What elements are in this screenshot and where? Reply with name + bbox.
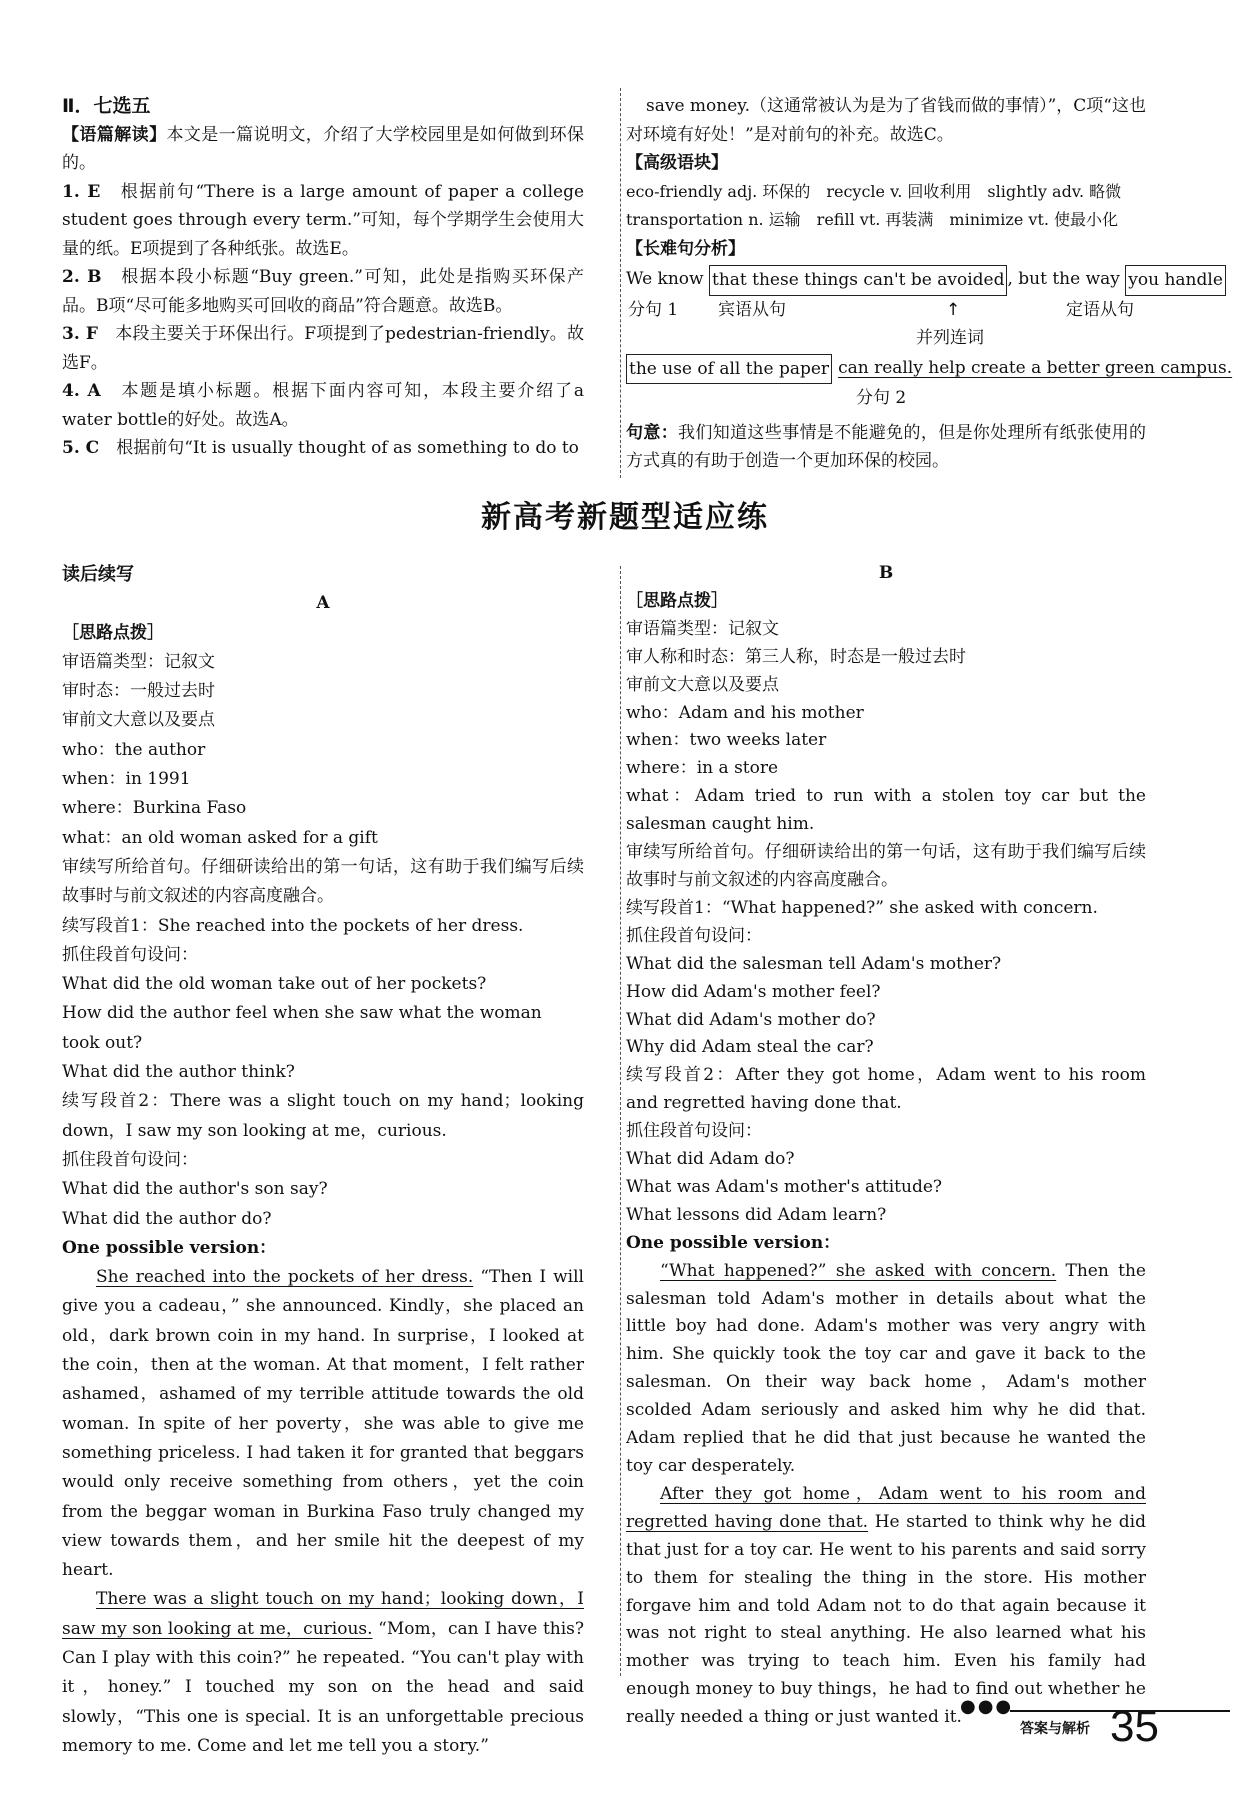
section-heading: Ⅱ．七选五 xyxy=(62,95,151,117)
vocab-line: eco-friendly adj. 环保的 recycle v. 回收利用 slightly adv. 略微 xyxy=(626,181,1122,201)
answer-num: 1. E xyxy=(62,181,101,202)
version-label: One possible version： xyxy=(62,1237,277,1258)
conjunction-label: 并列连词 xyxy=(916,327,984,348)
answer-text: 本段主要关于环保出行。F项提到了pedestrian-friendly。故选F。 xyxy=(62,324,584,373)
tip-line: where：in a store xyxy=(626,758,779,779)
vocab-line: transportation n. 运输 refill vt. 再装满 minimize vt. 使最小化 xyxy=(626,210,1119,229)
top-right-column xyxy=(626,92,1233,476)
tip-line: What did Adam do? xyxy=(626,1149,795,1170)
tips-tag: ［思路点拨］ xyxy=(626,590,728,611)
footer-dots: ●●● xyxy=(960,1696,1014,1717)
subject-box: the use of all the paper xyxy=(626,354,832,385)
tip-line: 抓住段首句设问： xyxy=(62,944,198,965)
answer-item xyxy=(62,320,584,377)
tip-line: who：Adam and his mother xyxy=(626,702,864,723)
given-first-sentence: There was a slight touch on my hand；looking down，I saw my son looking at me，curious. xyxy=(62,1589,584,1639)
page-footer xyxy=(960,1696,1230,1760)
answer-item xyxy=(62,377,584,434)
section-banner: 新高考新题型适应练 xyxy=(481,500,769,535)
sentence-annotations-conj xyxy=(626,324,1146,352)
answer-item xyxy=(62,263,584,320)
answer-item xyxy=(62,178,584,264)
tip-line: what：Adam tried to run with a stolen toy car but the salesman caught him. xyxy=(626,786,1146,835)
meaning-text: 我们知道这些事情是不能避免的，但是你处理所有纸张使用的方式真的有助于创造一个更加环保的校园。 xyxy=(626,422,1147,471)
tip-line: What was Adam's mother's attitude? xyxy=(626,1176,943,1197)
tip-line: What did the author think? xyxy=(62,1062,295,1083)
part-label: A xyxy=(316,593,330,614)
answer-num: 5. C xyxy=(62,438,100,458)
clause-conj: , but the way xyxy=(1007,269,1120,289)
given-first-sentence: She reached into the pockets of her dress. xyxy=(96,1267,474,1288)
tip-line: What did the author's son say? xyxy=(62,1179,328,1200)
column-divider xyxy=(620,566,621,1676)
clause-predicate: can really help create a better green campus. xyxy=(838,357,1233,378)
tip-line: 审人称和时态：第三人称，时态是一般过去时 xyxy=(626,646,966,667)
answer-text: 根据前句“There is a large amount of paper a college student goes through every term.”可知，每个学期学生会使用大量的纸。E项提到了各种纸张。故选E。 xyxy=(62,181,585,259)
tip-line: 续写段首2：There was a slight touch on my hand；looking down，I saw my son looking at me，curious. xyxy=(62,1091,584,1141)
paragraph-text: Then the salesman told Adam's mother in details about what the little boy had done. Adam's mother was very angry with him. She quickly took the toy car and gave it back to the salesman. On their way back home，Adam's mother scolded Adam seriously and asked him why he did that. Adam replied that he did that just because he wanted the toy car desperately. xyxy=(626,1260,1146,1476)
tip-line: where：Burkina Faso xyxy=(62,798,247,819)
paragraph-text: “Mom，can I have this? Can I play with this coin?” he repeated. “You can't play with it，honey.” I touched my son on the head and said slowly，“This one is special. It is an unforgettable precious memory to me. Come and let me tell you a story.” xyxy=(62,1618,585,1756)
clause-main: We know xyxy=(626,269,704,289)
top-left-column xyxy=(62,92,584,463)
attributive-clause-box: you handle xyxy=(1125,265,1226,296)
object-clause-label: 宾语从句 xyxy=(718,299,786,320)
given-first-sentence: “What happened?” she asked with concern. xyxy=(660,1260,1057,1281)
tip-line: 续写段首2：After they got home，Adam went to his room and regretted having done that. xyxy=(626,1065,1146,1114)
attributive-clause-label: 定语从句 xyxy=(1066,299,1134,320)
arrow-icon: ↑ xyxy=(946,299,961,320)
answer-num: 3. F xyxy=(62,324,98,344)
meaning-paragraph xyxy=(626,419,1146,476)
tip-line: 审语篇类型：记叙文 xyxy=(62,651,215,672)
tip-line: when：two weeks later xyxy=(626,730,827,751)
footer-label: 答案与解析 xyxy=(1020,1721,1090,1737)
answer-num: 2. B xyxy=(62,267,102,287)
column-divider xyxy=(620,88,621,478)
reading-paragraph xyxy=(62,121,584,178)
sentence-line-2 xyxy=(626,354,1233,385)
right-column xyxy=(626,560,1146,1732)
tip-line: 抓住段首句设问： xyxy=(62,1149,198,1170)
tip-line: 审前文大意以及要点 xyxy=(62,710,215,731)
tip-line: Why did Adam steal the car? xyxy=(626,1037,874,1058)
tip-line: What lessons did Adam learn? xyxy=(626,1204,887,1225)
tips-list xyxy=(626,616,1146,1230)
tip-line: 续写段首1：She reached into the pockets of her dress. xyxy=(62,915,524,936)
tip-line: who：the author xyxy=(62,739,206,760)
section-title: 读后续写 xyxy=(62,564,134,585)
version-paragraph xyxy=(62,1263,584,1585)
answer-text: 本题是填小标题。根据下面内容可知，本段主要介绍了a water bottle的好处。故选A。 xyxy=(62,381,585,430)
continued-text: save money.（这通常被认为是为了省钱而做的事情）”，C项“这也对环境有好处！”是对前句的补充。故选C。 xyxy=(626,96,1146,145)
tip-line: what：an old woman asked for a gift xyxy=(62,827,378,848)
tip-line: 抓住段首句设问： xyxy=(626,925,762,946)
answer-text: 根据前句“It is usually thought of as something to do to xyxy=(116,438,579,458)
clause-2-label: 分句 2 xyxy=(856,388,907,408)
reading-text: 本文是一篇说明文，介绍了大学校园里是如何做到环保的。 xyxy=(62,124,585,173)
paragraph-text: He started to think why he did that just for a toy car. He went to his parents and said sorry to them for stealing the thing in the store. His mother forgave him and told Adam not to do that again because it was not right to steal anything. He also learned what his mother was trying to teach him. Even his family had enough money to buy things，he had to find out whether he really needed a thing or just wanted it. xyxy=(626,1511,1147,1728)
left-column xyxy=(62,560,584,1761)
tip-line: 审前文大意以及要点 xyxy=(626,674,779,695)
tip-line: What did the author do? xyxy=(62,1208,272,1229)
answer-item xyxy=(62,434,584,463)
sentence-analysis-tag: 【长难句分析】 xyxy=(626,238,745,259)
answer-num: 4. A xyxy=(62,381,101,401)
meaning-tag: 句意： xyxy=(626,422,679,443)
sentence-line-1 xyxy=(626,265,1223,296)
version-paragraph xyxy=(626,1258,1146,1481)
tip-line: 审时态：一般过去时 xyxy=(62,681,215,702)
tip-line: 审语篇类型：记叙文 xyxy=(626,618,779,639)
tip-line: 抓住段首句设问： xyxy=(626,1121,762,1142)
tip-line: What did the old woman take out of her pockets? xyxy=(62,974,487,995)
version-paragraph xyxy=(62,1585,584,1761)
paragraph-text: “Then I will give you a cadeau，” she announced. Kindly，she placed an old，dark brown coin in my hand. In surprise，I looked at the coin，then at the woman. At that moment，I felt rather ashamed，ashamed of my terrible attitude towards the old woman. In spite of her poverty，she was able to give me something priceless. I had taken it for granted that beggars would only receive something from others，yet the coin from the beggar woman in Burkina Faso truly changed my view towards them，and her smile hit the deepest of my heart. xyxy=(62,1267,584,1581)
reading-tag: 【语篇解读】 xyxy=(62,124,167,145)
tips-tag: ［思路点拨］ xyxy=(62,622,164,643)
tip-line: when：in 1991 xyxy=(62,769,191,790)
clause-label: 分句 1 xyxy=(628,299,679,320)
given-first-sentence: After they got home，Adam went to his room and regretted having done that. xyxy=(626,1483,1146,1532)
tip-line: 审续写所给首句。仔细研读给出的第一句话，这有助于我们编写后续故事时与前文叙述的内容高度融合。 xyxy=(626,842,1146,890)
vocab-tag: 【高级语块】 xyxy=(626,153,728,173)
object-clause-box: that these things can't be avoided xyxy=(709,265,1007,296)
tip-line: How did Adam's mother feel? xyxy=(626,981,881,1002)
tip-line: What did Adam's mother do? xyxy=(626,1009,876,1030)
part-label: B xyxy=(878,563,894,583)
tip-line: 续写段首1：“What happened?” she asked with concern. xyxy=(626,897,1098,918)
tip-line: How did the author feel when she saw what the woman took out? xyxy=(62,1003,542,1053)
page-number: 35 xyxy=(1110,1702,1159,1751)
answer-text: 根据本段小标题“Buy green.”可知，此处是指购买环保产品。B项“尽可能多地购买可回收的商品”符合题意。故选B。 xyxy=(62,267,584,316)
version-label: One possible version： xyxy=(626,1232,841,1253)
tip-line: What did the salesman tell Adam's mother? xyxy=(626,953,1002,974)
tip-line: 审续写所给首句。仔细研读给出的第一句话，这有助于我们编写后续故事时与前文叙述的内容高度融合。 xyxy=(62,856,584,907)
version-paragraph xyxy=(626,1481,1146,1732)
sentence-annotations-1 xyxy=(626,296,1146,324)
tips-list xyxy=(62,648,584,1234)
